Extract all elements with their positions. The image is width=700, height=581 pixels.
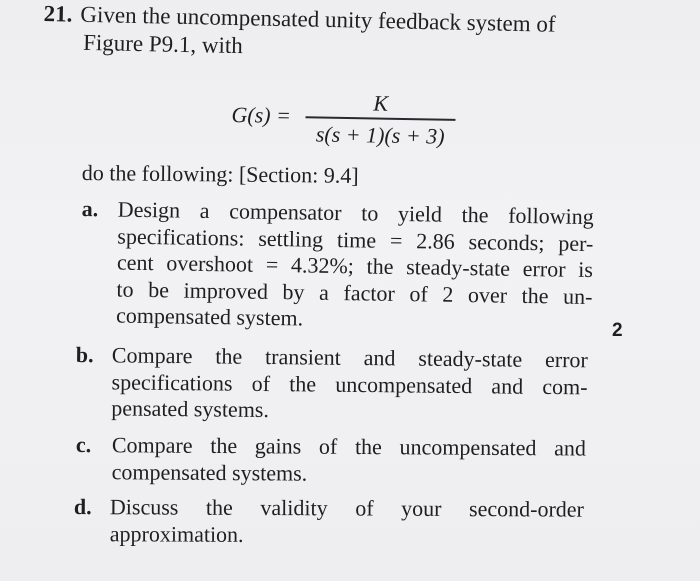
part-a-text bbox=[80, 196, 594, 337]
part-b-line: Compare the transient and steady-state error bbox=[111, 342, 588, 373]
part-b-text bbox=[75, 342, 588, 427]
part-c-text bbox=[76, 432, 586, 489]
part-a-label: a. bbox=[81, 196, 99, 222]
margin-annotation: 2 bbox=[612, 320, 623, 341]
part-c-line: compensated systems. bbox=[111, 458, 308, 486]
equation-fraction bbox=[305, 89, 456, 149]
part-d-text bbox=[74, 494, 584, 550]
part-b bbox=[75, 342, 588, 427]
part-b-label: b. bbox=[75, 342, 94, 368]
problem-title-line2: Figure P9.1, with bbox=[82, 29, 244, 59]
problem-title-line1: Given the uncompensated unity feedback system of bbox=[80, 1, 556, 37]
transfer-function-equation bbox=[231, 88, 472, 154]
part-a-line: specifications: settling time = 2.86 seconds; per- bbox=[117, 223, 594, 256]
part-b-line: pensated systems. bbox=[111, 395, 270, 423]
part-c-line: Compare the gains of the uncompensated and bbox=[111, 432, 586, 461]
problem-number: 21. bbox=[43, 0, 73, 27]
part-a-line: cent overshoot = 4.32%; the steady-state error is bbox=[116, 249, 594, 283]
equation-denominator: s(s + 1)(s + 3) bbox=[315, 120, 445, 149]
part-c-label: c. bbox=[75, 432, 92, 458]
part-a-line: compensated system. bbox=[115, 302, 304, 331]
part-b-line: specifications of the uncompensated and com- bbox=[111, 368, 588, 399]
equation-numerator: K bbox=[373, 90, 389, 116]
part-d-line: Discuss the validity of your second-order bbox=[109, 494, 584, 522]
part-a-line: Design a compensator to yield the following bbox=[117, 196, 594, 230]
part-a bbox=[80, 196, 594, 337]
part-c bbox=[76, 432, 586, 489]
problem-heading bbox=[43, 0, 644, 69]
part-d-label: d. bbox=[73, 494, 92, 520]
part-d bbox=[74, 494, 584, 550]
part-a-line: to be improved by a factor of 2 over the un- bbox=[116, 276, 593, 309]
part-d-line: approximation. bbox=[109, 520, 244, 547]
equation-lhs: G(s) = bbox=[231, 101, 292, 129]
instructions-intro: do the following: [Section: 9.4] bbox=[81, 160, 359, 188]
